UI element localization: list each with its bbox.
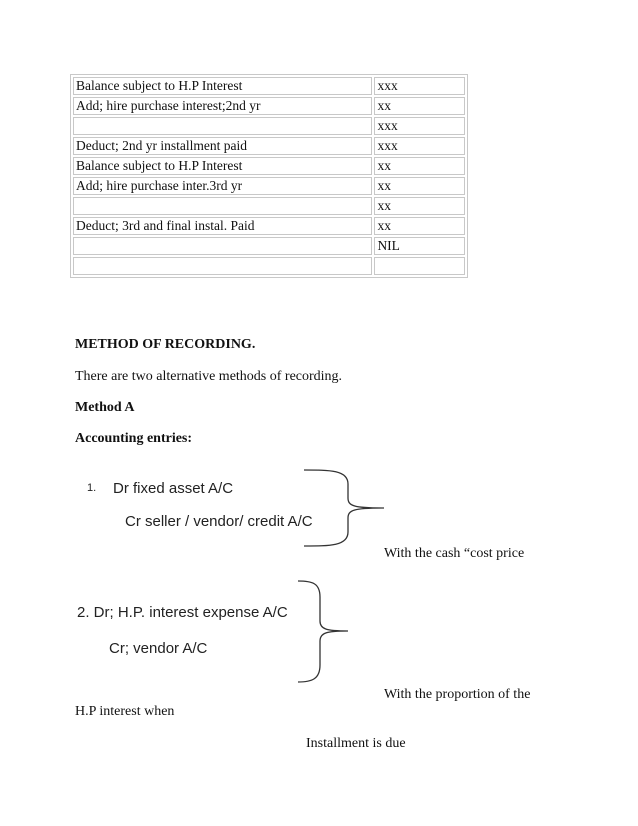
table-row	[73, 257, 465, 275]
table-row	[73, 157, 465, 175]
entry2-note-line3: Installment is due	[306, 736, 406, 751]
table-cell	[73, 117, 372, 135]
table-cell: xxx	[374, 77, 465, 95]
table-cell: xx	[374, 157, 465, 175]
table-row	[73, 77, 465, 95]
table-cell: xxx	[374, 117, 465, 135]
table-cell: Deduct; 2nd yr installment paid	[73, 137, 372, 155]
entry1-number: 1.	[87, 482, 97, 494]
table-row	[73, 217, 465, 235]
table-cell: xx	[374, 177, 465, 195]
intro-text: There are two alternative methods of recording.	[75, 369, 343, 384]
entry2-note-line1: With the proportion of the	[384, 687, 531, 702]
entry2-debit: 2. Dr; H.P. interest expense A/C	[77, 604, 288, 621]
table-cell	[73, 237, 372, 255]
table-cell	[73, 257, 372, 275]
table-cell: Add; hire purchase interest;2nd yr	[73, 97, 372, 115]
entry1-note: With the cash “cost price	[384, 546, 525, 561]
brace-icon	[300, 468, 390, 548]
entry2-credit: Cr; vendor A/C	[109, 640, 208, 657]
table-cell: xxx	[374, 137, 465, 155]
table-row	[73, 177, 465, 195]
table-row	[73, 237, 465, 255]
table-cell: Balance subject to H.P Interest	[73, 77, 372, 95]
table-cell	[374, 257, 465, 275]
table-cell: NIL	[374, 237, 465, 255]
section-heading: METHOD OF RECORDING.	[75, 337, 256, 352]
table-cell: Deduct; 3rd and final instal. Paid	[73, 217, 372, 235]
table-row	[73, 97, 465, 115]
entries-label: Accounting entries:	[75, 431, 193, 446]
table-cell: xx	[374, 97, 465, 115]
table-row	[73, 117, 465, 135]
brace-icon	[296, 579, 356, 684]
entry1-credit: Cr seller / vendor/ credit A/C	[125, 513, 313, 530]
table-cell: Balance subject to H.P Interest	[73, 157, 372, 175]
table-cell	[73, 197, 372, 215]
entry2-note-line2: H.P interest when	[75, 704, 175, 719]
hp-interest-table	[70, 74, 468, 278]
method-label: Method A	[75, 400, 135, 415]
table-cell: xx	[374, 197, 465, 215]
table-row	[73, 137, 465, 155]
table-cell: xx	[374, 217, 465, 235]
entry1-debit: Dr fixed asset A/C	[113, 480, 234, 497]
table-row	[73, 197, 465, 215]
table-cell: Add; hire purchase inter.3rd yr	[73, 177, 372, 195]
